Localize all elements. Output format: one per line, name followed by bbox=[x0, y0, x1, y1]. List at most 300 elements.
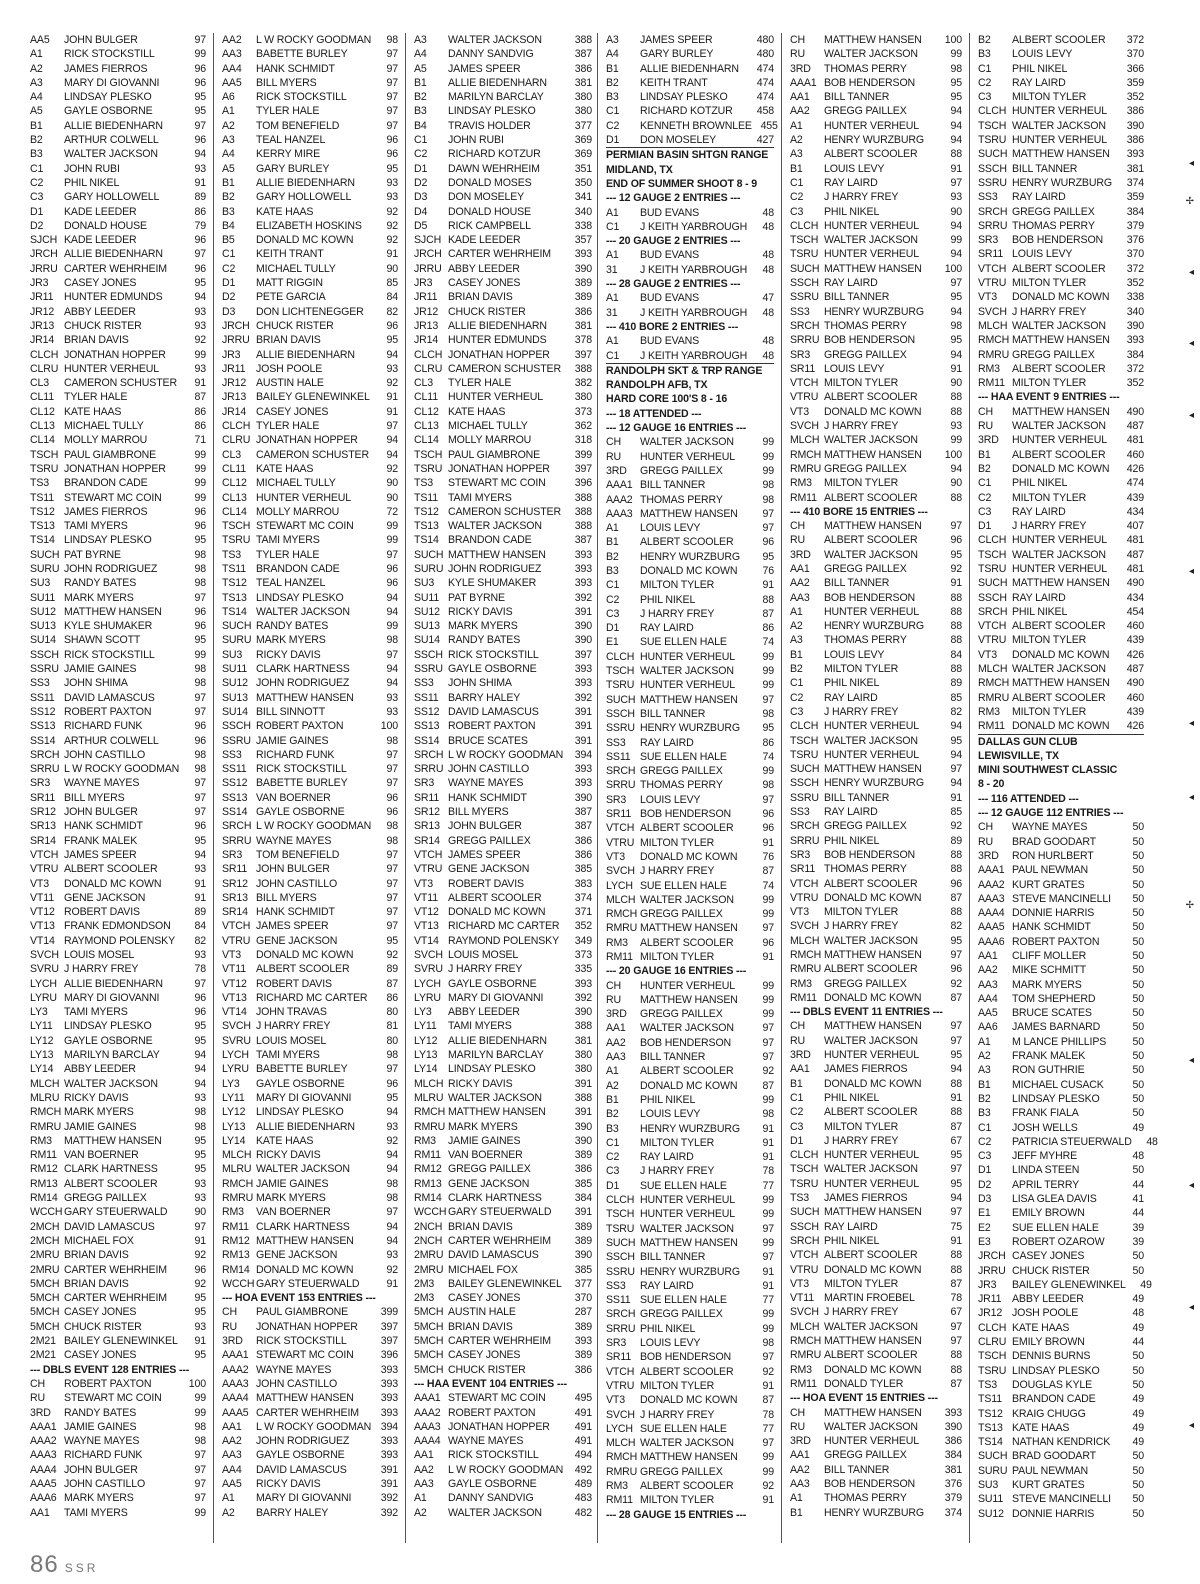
class-code: B3 bbox=[606, 91, 619, 104]
result-row bbox=[606, 936, 774, 950]
score: 50 bbox=[1132, 1264, 1144, 1277]
result-row bbox=[606, 478, 774, 492]
class-code: C1 bbox=[606, 1136, 620, 1149]
shooter-name: LOUIS LEVY bbox=[640, 1337, 701, 1350]
result-row bbox=[790, 977, 962, 991]
shooter-name: JOHN RODRIGUEZ bbox=[64, 562, 158, 575]
score: 338 bbox=[1126, 291, 1144, 304]
score: 481 bbox=[1126, 434, 1144, 447]
score: 482 bbox=[574, 1506, 592, 1519]
shooter-name: MATTHEW HANSEN bbox=[824, 448, 922, 461]
score: 341 bbox=[574, 191, 592, 204]
class-code: JR14 bbox=[222, 405, 247, 418]
result-row bbox=[222, 619, 398, 633]
shooter-name: CLARK HARTNESS bbox=[256, 663, 350, 676]
class-code: CH bbox=[978, 821, 994, 834]
shooter-name: ALBERT SCOOLER bbox=[824, 148, 918, 161]
shooter-name: SUE ELLEN HALE bbox=[640, 1294, 727, 1307]
result-row bbox=[30, 719, 206, 733]
score: 474 bbox=[756, 91, 774, 104]
score: 90 bbox=[386, 262, 398, 275]
result-row bbox=[414, 1077, 592, 1091]
class-code: AAA3 bbox=[414, 1420, 441, 1433]
section-title: --- 12 GAUGE 16 ENTRIES --- bbox=[606, 422, 747, 435]
class-code: LY12 bbox=[30, 1034, 54, 1047]
result-row bbox=[30, 991, 206, 1005]
class-code: TSRU bbox=[790, 248, 819, 261]
shooter-name: JAMIE GAINES bbox=[256, 734, 329, 747]
class-code: AA2 bbox=[222, 34, 242, 46]
result-row bbox=[222, 76, 398, 90]
result-row bbox=[606, 635, 774, 649]
section-title: PERMIAN BASIN SHTGN RANGE bbox=[606, 149, 769, 162]
score: 50 bbox=[1132, 1364, 1144, 1377]
class-code: LY11 bbox=[30, 1020, 53, 1033]
shooter-name: CARTER WEHRHEIM bbox=[448, 1234, 551, 1247]
section-header bbox=[606, 421, 774, 435]
class-code: VT13 bbox=[414, 920, 439, 933]
result-row bbox=[30, 190, 206, 204]
class-code: A3 bbox=[790, 148, 803, 161]
shooter-name: MILTON TYLER bbox=[824, 1120, 899, 1133]
class-code: B4 bbox=[222, 219, 235, 232]
score: 93 bbox=[386, 176, 398, 189]
result-row bbox=[978, 462, 1144, 476]
result-row bbox=[606, 1365, 774, 1379]
result-row bbox=[414, 1320, 592, 1334]
class-code: SR11 bbox=[606, 1351, 632, 1364]
score: 351 bbox=[574, 162, 592, 175]
result-row bbox=[978, 863, 1144, 877]
shooter-name: HUNTER VERHEUL bbox=[824, 1049, 920, 1062]
result-row bbox=[790, 405, 962, 419]
class-code: SRRU bbox=[30, 763, 60, 776]
shooter-name: J HARRY FREY bbox=[824, 191, 899, 204]
score: 93 bbox=[386, 691, 398, 704]
result-row bbox=[606, 764, 774, 778]
score: 92 bbox=[386, 377, 398, 390]
class-code: TS3 bbox=[978, 1378, 997, 1391]
score: 95 bbox=[194, 1020, 206, 1033]
shooter-name: RICK STOCKSTILL bbox=[64, 48, 155, 61]
shooter-name: LOUIS MOSEL bbox=[256, 1034, 327, 1047]
score: 386 bbox=[574, 305, 592, 318]
result-row bbox=[790, 1491, 962, 1505]
shooter-name: LINDSAY PLESKO bbox=[256, 591, 344, 604]
score: 92 bbox=[386, 949, 398, 961]
result-row bbox=[30, 762, 206, 776]
result-row bbox=[606, 1350, 774, 1364]
result-row bbox=[30, 619, 206, 633]
shooter-name: GENE JACKSON bbox=[256, 1249, 338, 1262]
shooter-name: GREGG PAILLEX bbox=[824, 562, 907, 575]
result-row bbox=[222, 1348, 398, 1362]
result-row bbox=[606, 521, 774, 535]
score: 335 bbox=[574, 963, 592, 976]
score: 376 bbox=[944, 1477, 962, 1490]
score: 88 bbox=[950, 1106, 962, 1119]
shooter-name: KYLE SHUMAKER bbox=[448, 577, 537, 590]
score: 93 bbox=[950, 420, 962, 433]
score: 98 bbox=[194, 663, 206, 676]
score: 460 bbox=[1126, 691, 1144, 704]
shooter-name: KEITH TRANT bbox=[640, 76, 708, 89]
class-code: CH bbox=[790, 34, 806, 46]
shooter-name: PAUL NEWMAN bbox=[1012, 864, 1089, 877]
score: 97 bbox=[194, 777, 206, 790]
shooter-name: MICHAEL TULLY bbox=[256, 477, 336, 490]
class-code: VT11 bbox=[222, 963, 246, 976]
page-footer bbox=[30, 1551, 98, 1579]
result-row bbox=[606, 850, 774, 864]
score: 338 bbox=[574, 219, 592, 232]
class-code: CLRU bbox=[414, 362, 443, 375]
shooter-name: JOHN BULGER bbox=[448, 820, 522, 833]
score: 95 bbox=[762, 550, 774, 563]
class-code: VT14 bbox=[30, 934, 55, 947]
score: 98 bbox=[194, 763, 206, 776]
result-row bbox=[978, 1106, 1144, 1120]
score: 388 bbox=[574, 1091, 592, 1104]
column-divider bbox=[969, 33, 970, 1543]
score: 99 bbox=[386, 520, 398, 533]
score: 88 bbox=[950, 634, 962, 647]
score: 90 bbox=[950, 205, 962, 218]
result-row bbox=[790, 605, 962, 619]
score: 72 bbox=[386, 505, 398, 518]
result-row bbox=[30, 662, 206, 676]
result-row bbox=[414, 705, 592, 719]
score: 94 bbox=[194, 148, 206, 161]
shooter-name: RICKY DAVIS bbox=[448, 1077, 513, 1090]
class-code: SR12 bbox=[222, 877, 248, 890]
result-row bbox=[30, 1034, 206, 1048]
result-row bbox=[606, 104, 774, 118]
score: 95 bbox=[194, 1149, 206, 1162]
result-row bbox=[790, 205, 962, 219]
result-row bbox=[978, 548, 1144, 562]
shooter-name: BILL MYERS bbox=[256, 76, 317, 89]
class-code: SR11 bbox=[790, 362, 816, 375]
shooter-name: LINDSAY PLESKO bbox=[64, 534, 152, 547]
shooter-name: GAYLE OSBORNE bbox=[448, 1477, 537, 1490]
class-code: LY3 bbox=[222, 1077, 240, 1090]
score: 89 bbox=[194, 906, 206, 919]
shooter-name: LOUIS LEVY bbox=[1012, 248, 1073, 261]
result-row bbox=[414, 505, 592, 519]
score: 98 bbox=[386, 1192, 398, 1205]
score: 458 bbox=[756, 105, 774, 118]
score: 93 bbox=[950, 191, 962, 204]
score: 50 bbox=[1132, 1378, 1144, 1391]
score: 96 bbox=[194, 76, 206, 89]
score: 97 bbox=[386, 648, 398, 661]
class-code: SRCH bbox=[790, 1234, 820, 1247]
score: 96 bbox=[762, 808, 774, 821]
result-row bbox=[790, 734, 962, 748]
result-row bbox=[222, 934, 398, 948]
shooter-name: MARY DI GIOVANNI bbox=[256, 1091, 352, 1104]
class-code: SSRU bbox=[222, 734, 251, 747]
shooter-name: CASEY JONES bbox=[448, 1292, 521, 1305]
section-title: --- 20 GAUGE 16 ENTRIES --- bbox=[606, 965, 747, 978]
shooter-name: L W ROCKY GOODMAN bbox=[256, 34, 372, 46]
score: 99 bbox=[762, 765, 774, 778]
score: 48 bbox=[1146, 1135, 1158, 1148]
result-row bbox=[222, 104, 398, 118]
shooter-name: DAVID LAMASCUS bbox=[448, 1249, 539, 1262]
class-code: RMCH bbox=[606, 908, 638, 921]
class-code: RM3 bbox=[606, 936, 628, 949]
result-row bbox=[978, 1449, 1144, 1463]
section-title: --- HAA EVENT 104 ENTRIES --- bbox=[414, 1377, 567, 1390]
result-row bbox=[222, 1463, 398, 1477]
result-row bbox=[790, 748, 962, 762]
score: 390 bbox=[574, 1134, 592, 1147]
class-code: CLCH bbox=[978, 534, 1007, 547]
result-row bbox=[790, 1377, 962, 1391]
shooter-name: GREGG PAILLEX bbox=[1012, 205, 1095, 218]
class-code: SS14 bbox=[222, 806, 248, 819]
score: 91 bbox=[762, 579, 774, 592]
score: 94 bbox=[194, 1049, 206, 1062]
class-code: AA1 bbox=[790, 1449, 810, 1462]
class-code: SU14 bbox=[222, 705, 248, 718]
class-code: SVCH bbox=[978, 305, 1007, 318]
class-code: A3 bbox=[978, 1064, 991, 1077]
shooter-name: MARK MYERS bbox=[448, 1120, 518, 1133]
result-row bbox=[222, 233, 398, 247]
class-code: SRRU bbox=[414, 763, 444, 776]
shooter-name: RANDY BATES bbox=[64, 1406, 137, 1419]
result-row bbox=[414, 247, 592, 261]
section-header bbox=[978, 390, 1144, 404]
score: 407 bbox=[1126, 520, 1144, 533]
result-row bbox=[978, 419, 1144, 433]
shooter-name: CHUCK RISTER bbox=[448, 1363, 526, 1376]
class-code: RM11 bbox=[978, 720, 1005, 733]
result-row bbox=[606, 1250, 774, 1264]
score: 494 bbox=[574, 1449, 592, 1462]
class-code: D2 bbox=[222, 291, 236, 304]
shooter-name: ALBERT SCOOLER bbox=[824, 1349, 918, 1362]
result-row bbox=[414, 791, 592, 805]
result-row bbox=[30, 319, 206, 333]
score: 397 bbox=[380, 1335, 398, 1348]
score: 391 bbox=[574, 705, 592, 718]
score: 96 bbox=[950, 877, 962, 890]
shooter-name: DAWN WEHRHEIM bbox=[448, 162, 540, 175]
score: 94 bbox=[950, 720, 962, 733]
result-row bbox=[222, 305, 398, 319]
result-row bbox=[606, 836, 774, 850]
class-code: SR3 bbox=[606, 793, 627, 806]
class-code: B2 bbox=[30, 134, 43, 147]
score: 481 bbox=[1126, 562, 1144, 575]
class-code: D3 bbox=[222, 305, 236, 318]
shooter-name: MARILYN BARCLAY bbox=[448, 91, 544, 104]
score: 386 bbox=[1126, 134, 1144, 147]
score: 91 bbox=[950, 791, 962, 804]
score: 97 bbox=[194, 119, 206, 132]
shooter-name: CASEY JONES bbox=[64, 277, 137, 290]
shooter-name: ALBERT SCOOLER bbox=[1012, 262, 1106, 275]
score: 389 bbox=[574, 277, 592, 290]
result-row bbox=[978, 205, 1144, 219]
score: 95 bbox=[950, 76, 962, 89]
result-row bbox=[790, 791, 962, 805]
shooter-name: BOB HENDERSON bbox=[640, 1036, 732, 1049]
result-row bbox=[606, 1079, 774, 1093]
score: 388 bbox=[574, 34, 592, 46]
shooter-name: JOHN BULGER bbox=[64, 34, 138, 46]
shooter-name: MATTHEW HANSEN bbox=[256, 691, 354, 704]
result-row bbox=[222, 205, 398, 219]
result-row bbox=[606, 33, 774, 47]
class-code: C2 bbox=[790, 1106, 804, 1119]
shooter-name: WALTER JACKSON bbox=[640, 1022, 734, 1035]
result-row bbox=[222, 1019, 398, 1033]
result-row bbox=[222, 33, 398, 47]
result-row bbox=[30, 462, 206, 476]
result-row bbox=[978, 333, 1144, 347]
result-row bbox=[606, 950, 774, 964]
class-code: C3 bbox=[790, 705, 804, 718]
score: 352 bbox=[1126, 277, 1144, 290]
class-code: C3 bbox=[978, 91, 992, 104]
class-code: AAA6 bbox=[30, 1492, 57, 1505]
class-code: AA3 bbox=[606, 1051, 626, 1064]
score: 77 bbox=[762, 1179, 774, 1192]
shooter-name: KENNETH BROWNLEE bbox=[640, 119, 752, 132]
result-row bbox=[978, 935, 1144, 949]
score: 92 bbox=[386, 462, 398, 475]
class-code: SS13 bbox=[30, 720, 56, 733]
result-row bbox=[790, 1034, 962, 1048]
shooter-name: RAY LAIRD bbox=[640, 736, 694, 749]
class-code: D1 bbox=[978, 520, 992, 533]
arrow-mark-icon: ✢ bbox=[1185, 196, 1194, 207]
class-code: RM11 bbox=[30, 1149, 57, 1162]
result-row bbox=[606, 1465, 774, 1479]
result-row bbox=[414, 1248, 592, 1262]
result-row bbox=[222, 162, 398, 176]
score: 318 bbox=[574, 434, 592, 447]
result-row bbox=[414, 1348, 592, 1362]
result-row bbox=[414, 233, 592, 247]
shooter-name: GENE JACKSON bbox=[448, 1177, 530, 1190]
result-row bbox=[606, 1193, 774, 1207]
shooter-name: ALLIE BIEDENHARN bbox=[448, 1034, 547, 1047]
shooter-name: ALBERT SCOOLER bbox=[824, 1249, 918, 1262]
class-code: JR12 bbox=[414, 305, 439, 318]
shooter-name: HUNTER VERHEUL bbox=[1012, 562, 1108, 575]
score: 388 bbox=[574, 1020, 592, 1033]
score: 391 bbox=[380, 1477, 398, 1490]
score: 99 bbox=[762, 993, 774, 1006]
result-row bbox=[978, 33, 1144, 47]
shooter-name: WALTER JACKSON bbox=[824, 934, 918, 947]
class-code: VTRU bbox=[790, 1263, 819, 1276]
result-row bbox=[222, 991, 398, 1005]
shooter-name: HANK SCHMIDT bbox=[256, 906, 335, 919]
result-row bbox=[790, 533, 962, 547]
shooter-name: JEFF MYHRE bbox=[1012, 1150, 1078, 1163]
result-row bbox=[30, 576, 206, 590]
result-row bbox=[606, 979, 774, 993]
class-code: SRCH bbox=[414, 748, 444, 761]
class-code: VTCH bbox=[790, 1249, 819, 1262]
result-row bbox=[414, 1291, 592, 1305]
shooter-name: HUNTER VERHEUL bbox=[640, 650, 736, 663]
score: 91 bbox=[950, 577, 962, 590]
shooter-name: BAILEY GLENEWINKEL bbox=[448, 1277, 562, 1290]
score: 393 bbox=[380, 1406, 398, 1419]
result-row bbox=[606, 821, 774, 835]
result-row bbox=[414, 1477, 592, 1491]
shooter-name: KADE LEEDER bbox=[448, 234, 521, 247]
score: 397 bbox=[574, 462, 592, 475]
class-code: SURU bbox=[414, 562, 444, 575]
result-row bbox=[222, 290, 398, 304]
score: 474 bbox=[1126, 477, 1144, 490]
score: 434 bbox=[1126, 505, 1144, 518]
shooter-name: MILTON TYLER bbox=[824, 906, 899, 919]
shooter-name: DONALD MC KOWN bbox=[256, 1263, 354, 1276]
score: 99 bbox=[194, 477, 206, 490]
result-row bbox=[790, 319, 962, 333]
score: 88 bbox=[950, 1263, 962, 1276]
result-row bbox=[978, 1149, 1144, 1163]
class-code: SR13 bbox=[30, 820, 56, 833]
result-row bbox=[978, 992, 1144, 1006]
class-code: SR11 bbox=[790, 863, 816, 876]
class-code: AAA1 bbox=[222, 1349, 249, 1362]
shooter-name: DONALD MOSES bbox=[448, 176, 532, 189]
shooter-name: JONATHAN HOPPER bbox=[256, 434, 358, 447]
shooter-name: PHIL NIKEL bbox=[640, 593, 696, 606]
result-row bbox=[414, 1406, 592, 1420]
score: 390 bbox=[574, 262, 592, 275]
class-code: SVCH bbox=[222, 1020, 251, 1033]
result-row bbox=[978, 1006, 1144, 1020]
score: 44 bbox=[1132, 1207, 1144, 1220]
arrow-mark-icon: ◂ bbox=[1188, 718, 1194, 729]
score: 388 bbox=[574, 520, 592, 533]
class-code: D1 bbox=[414, 162, 428, 175]
score: 97 bbox=[762, 793, 774, 806]
score: 385 bbox=[574, 1177, 592, 1190]
result-row bbox=[978, 705, 1144, 719]
shooter-name: ALBERT SCOOLER bbox=[824, 877, 918, 890]
shooter-name: MILTON TYLER bbox=[1012, 377, 1087, 390]
class-code: VTCH bbox=[790, 377, 819, 390]
score: 93 bbox=[194, 305, 206, 318]
score: 379 bbox=[1126, 219, 1144, 232]
class-code: RMRU bbox=[978, 348, 1010, 361]
result-row bbox=[30, 1263, 206, 1277]
score: 386 bbox=[574, 834, 592, 847]
shooter-name: TYLER HALE bbox=[256, 105, 320, 118]
class-code: C3 bbox=[606, 607, 620, 620]
shooter-name: PAUL GIAMBRONE bbox=[64, 448, 157, 461]
result-row bbox=[790, 1205, 962, 1219]
score: 98 bbox=[762, 479, 774, 492]
result-row bbox=[790, 776, 962, 790]
result-row bbox=[978, 491, 1144, 505]
score: 94 bbox=[950, 777, 962, 790]
result-row bbox=[30, 962, 206, 976]
